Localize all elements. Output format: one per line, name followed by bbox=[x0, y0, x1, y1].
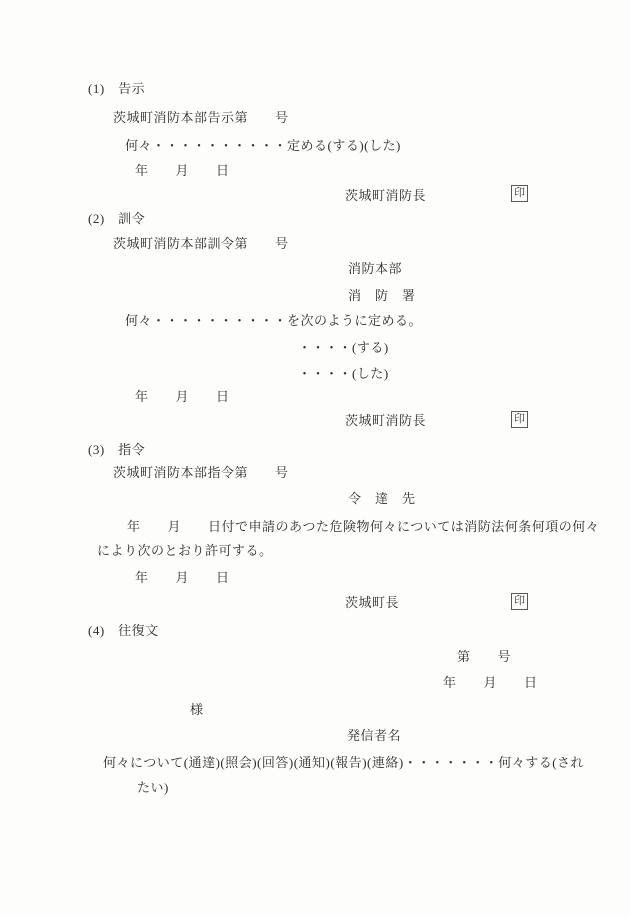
section3-addressee: 令 達 先 bbox=[348, 491, 416, 506]
section2-heading: (2) 訓令 bbox=[88, 211, 146, 226]
section2-action-suru: ・・・・(する) bbox=[298, 340, 389, 355]
section4-addressee: 様 bbox=[190, 702, 204, 717]
section2-action-shita: ・・・・(した) bbox=[298, 366, 389, 381]
section4-heading: (4) 往復文 bbox=[88, 623, 159, 638]
section3-body-line1: 年 月 日付で申請のあつた危険物何々については消防法何条何項の何々 bbox=[127, 519, 600, 534]
section4-sender: 発信者名 bbox=[347, 728, 402, 743]
section4-doc-number: 第 号 bbox=[457, 649, 512, 664]
section2-addressee-hq: 消防本部 bbox=[348, 261, 403, 276]
section3-doc-number: 茨城町消防本部指令第 号 bbox=[113, 465, 289, 480]
section3-body-line2: により次のとおり許可する。 bbox=[97, 543, 273, 558]
section3-seal-mark-icon: 印 bbox=[511, 593, 528, 610]
section2-signer: 茨城町消防長 bbox=[345, 413, 427, 428]
section1-seal-mark-icon: 印 bbox=[511, 185, 528, 202]
section1-doc-number: 茨城町消防本部告示第 号 bbox=[113, 110, 289, 125]
section3-date-line: 年 月 日 bbox=[135, 570, 230, 585]
section4-body-line1: 何々について(通達)(照会)(回答)(通知)(報告)(連絡)・・・・・・・何々する(され bbox=[103, 755, 585, 770]
section1-date-line: 年 月 日 bbox=[135, 163, 230, 178]
section2-date-line: 年 月 日 bbox=[135, 389, 230, 404]
section1-signer: 茨城町消防長 bbox=[345, 188, 427, 203]
section2-addressee-station: 消 防 署 bbox=[348, 288, 416, 303]
section4-body-line2: たい) bbox=[137, 780, 169, 795]
section1-heading: (1) 告示 bbox=[88, 81, 146, 96]
section3-heading: (3) 指令 bbox=[88, 442, 146, 457]
section1-body: 何々・・・・・・・・・・定める(する)(した) bbox=[125, 138, 401, 153]
section2-doc-number: 茨城町消防本部訓令第 号 bbox=[113, 236, 289, 251]
section2-body: 何々・・・・・・・・・・を次のように定める。 bbox=[125, 313, 423, 328]
section2-seal-mark-icon: 印 bbox=[511, 411, 528, 428]
section4-date-line: 年 月 日 bbox=[443, 675, 538, 690]
section3-signer: 茨城町長 bbox=[345, 595, 400, 610]
